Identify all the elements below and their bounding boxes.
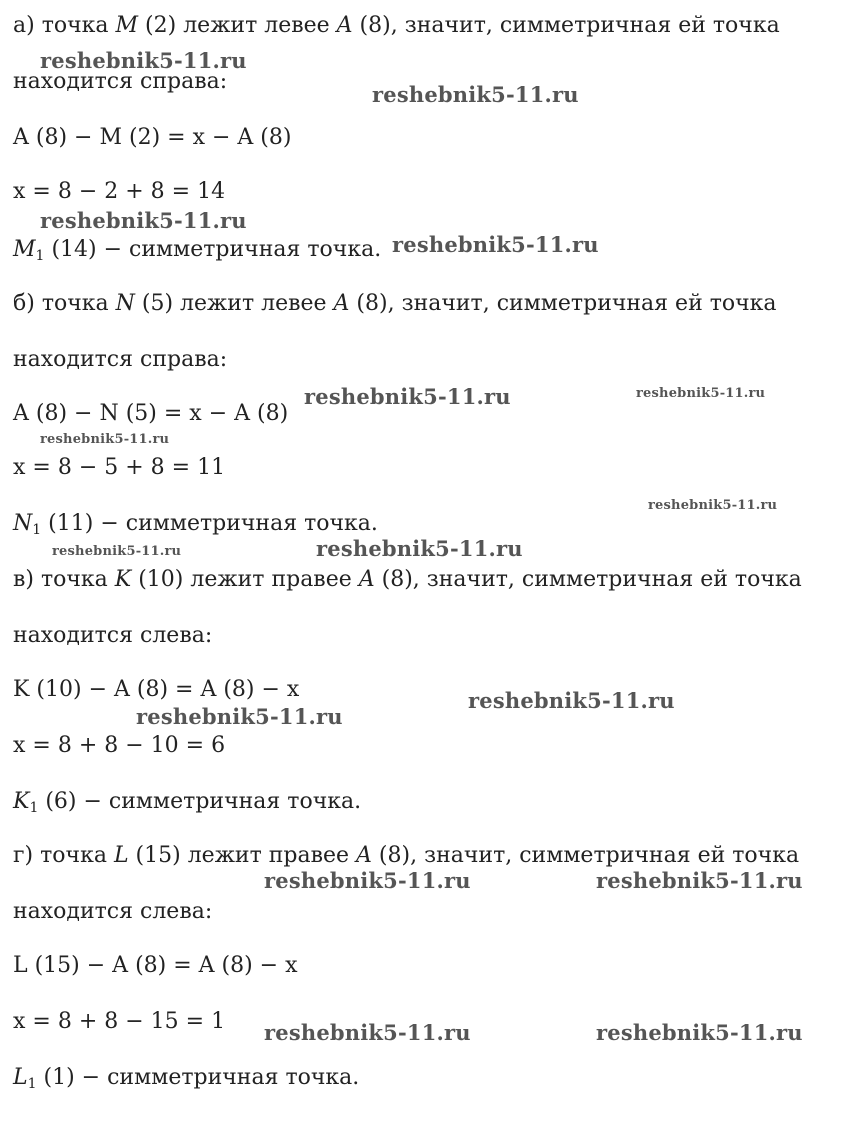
watermark: reshebnik5-11.ru [40, 208, 247, 233]
watermark: reshebnik5-11.ru [316, 536, 523, 561]
part-a-equation: A (8) − M (2) = x − A (8) [13, 125, 292, 150]
part-d-solution: x = 8 + 8 − 15 = 1 [13, 1009, 226, 1034]
part-a-side: находится справа: [13, 69, 228, 94]
part-c-side: находится слева: [13, 623, 213, 648]
watermark: reshebnik5-11.ru [304, 384, 511, 409]
watermark: reshebnik5-11.ru [264, 868, 471, 893]
part-c-result: $K_1$ (6) − симметричная точка. [13, 789, 362, 816]
part-c-solution: x = 8 + 8 − 10 = 6 [13, 733, 226, 758]
watermark: reshebnik5-11.ru [372, 82, 579, 107]
watermark: reshebnik5-11.ru [40, 48, 247, 73]
part-c-intro: в) точка K (10) лежит правее A (8), значит, симметричная ей точка [13, 567, 802, 592]
part-c-equation: K (10) − A (8) = A (8) − x [13, 677, 300, 702]
watermark: reshebnik5-11.ru [136, 704, 343, 729]
part-b-result: $N_1$ (11) − симметричная точка. [13, 511, 378, 538]
watermark: reshebnik5-11.ru [636, 386, 766, 401]
watermark: reshebnik5-11.ru [468, 688, 675, 713]
part-d-side: находится слева: [13, 899, 213, 924]
watermark: reshebnik5-11.ru [596, 1020, 803, 1045]
part-b-equation: A (8) − N (5) = x − A (8) [13, 401, 289, 426]
part-a-solution: x = 8 − 2 + 8 = 14 [13, 179, 226, 204]
part-b-intro: б) точка N (5) лежит левее A (8), значит, симметричная ей точка [13, 291, 777, 316]
part-d-intro: г) точка L (15) лежит правее A (8), значит, симметричная ей точка [13, 843, 800, 868]
watermark: reshebnik5-11.ru [596, 868, 803, 893]
part-b-solution: x = 8 − 5 + 8 = 11 [13, 455, 226, 480]
watermark: reshebnik5-11.ru [648, 498, 778, 513]
part-a-intro: а) точка M (2) лежит левее A (8), значит, симметричная ей точка [13, 13, 780, 38]
part-d-equation: L (15) − A (8) = A (8) − x [13, 953, 298, 978]
part-d-result: $L_1$ (1) − симметричная точка. [13, 1065, 360, 1092]
part-b-side: находится справа: [13, 347, 228, 372]
watermark: reshebnik5-11.ru [264, 1020, 471, 1045]
watermark: reshebnik5-11.ru [392, 232, 599, 257]
part-a-result: $M_1$ (14) − симметричная точка. [13, 237, 382, 264]
watermark: reshebnik5-11.ru [40, 432, 170, 447]
watermark: reshebnik5-11.ru [52, 544, 182, 559]
